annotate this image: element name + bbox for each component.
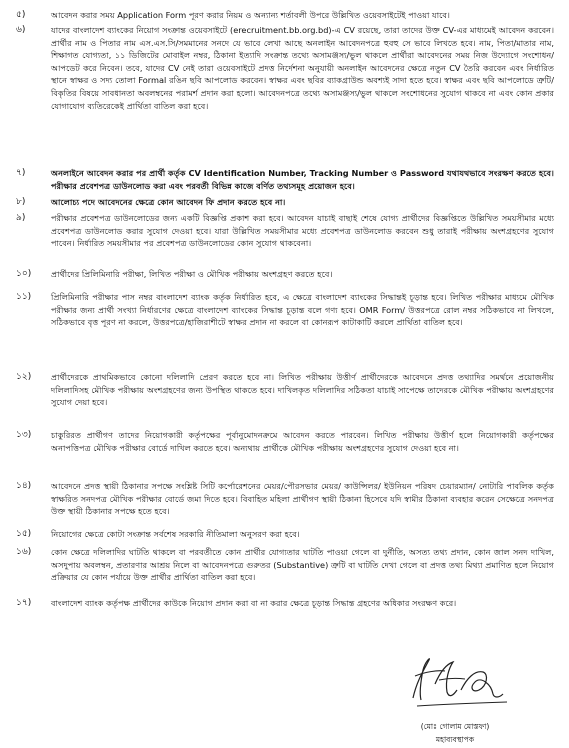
clause-text: নিয়োগের ক্ষেত্রে কোটা সংক্রান্ত সর্বশেষ সরকারি নীতিমালা অনুসরণ করা হবে। <box>51 529 300 539</box>
clause-number: ৯) <box>16 213 26 223</box>
clause-number: ১৩) <box>16 430 32 440</box>
clause-item <box>0 597 569 610</box>
clause-item <box>0 429 569 474</box>
clause-number: ১৪) <box>16 481 32 491</box>
clause-text: প্রার্থীদেরকে প্রাথমিকভাবে কোনো দলিলাদি প্রেরণ করতে হবে না। লিখিত পরীক্ষায় উত্তীর্ণ প্রার্থীদেরকে আবেদনে প্রদত্ত তথ্যাদির সমর্থনে প্রয়োজনীয় দলিলাদিসহ মৌখিক পরীক্ষায় অংশগ্রহণের জন্য উপস্থিত থাকতে হবে। দাখিলকৃত দলিলাদির সঠিকতা যাচাই সাপেক্ষে তাদেরকে মৌখিক পরীক্ষায় অংশগ্রহণের সুযোগ দেয়া হবে। <box>51 372 554 408</box>
clause-item <box>0 528 569 541</box>
clause-number: ১৬) <box>16 547 32 557</box>
clause-text: অনলাইনে আবেদন করার পর প্রার্থী কর্তৃক CV Identification Number, Tracking Number ও Password যথাযথভাবে সংরক্ষণ করতে হবে। পরীক্ষার প্রবেশপত্র ডাউনলোড করা এবং পরবর্তী বিভিন্ন কাজে বর্ণিত তথ্যসমূহ প্রয়োজন হবে। <box>51 168 554 191</box>
clause-number: ১০) <box>16 269 32 279</box>
clause-text: পরীক্ষার প্রবেশপত্র ডাউনলোডের জন্য একটি বিজ্ঞপ্তি প্রকাশ করা হবে। আবেদন যাচাই বাছাই শেষে যোগ্য প্রার্থীদের বিজ্ঞপ্তিতে উল্লিখিত সময়সীমার মধ্যে প্রবেশপত্র ডাউনলোড করার সুযোগ দেওয়া হবে। যারা উল্লিখিত সময়সীমার মধ্যে প্রবেশপত্র ডাউনলোড করবেন শুধু তারাই পরীক্ষায় অংশগ্রহণের সুযোগ পাবেন। নির্ধারিত সময়সীমার পর প্রবেশপত্র ডাউনলোডের কোন সুযোগ থাকবেনা। <box>51 213 554 249</box>
clause-item <box>0 268 569 281</box>
clause-number: ১১) <box>16 292 32 302</box>
clause-text: বাংলাদেশ ব্যাংক কর্তৃপক্ষ প্রার্থীদের কাউকে নিয়োগ প্রদান করা বা না করার ক্ষেত্রে চূড়ান্ত সিদ্ধান্ত গ্রহণের অধিকার সংরক্ষণ করে। <box>51 598 457 608</box>
clause-text: চাকুরিরত প্রার্থীগণ তাদের নিয়োগকারী কর্তৃপক্ষের পূর্বানুমোদনক্রমে আবেদন করতে পারবেন। লিখিত পরীক্ষায় উত্তীর্ণ হলে নিয়োগকারী কর্তৃপক্ষের অনাপত্তিপত্র মৌখিক পরীক্ষার বোর্ডে দাখিল করতে হবে। অন্যথায় প্রার্থীকে মৌখিক পরীক্ষায় অংশগ্রহণের সুযোগ দেওয়া হবে না। <box>51 430 554 453</box>
clause-item <box>0 24 569 164</box>
clause-item <box>0 480 569 525</box>
clause-number: ১৫) <box>16 529 32 539</box>
clause-item <box>0 167 569 194</box>
clause-text: কোন ক্ষেত্রে দলিলাদির ঘাটতি থাকলে বা পরবর্তীতে কোন প্রার্থীর যোগ্যতার ঘাটতি পাওয়া গেলে বা দুর্নীতি, অসত্য তথ্য প্রদান, কোন জাল সনদ দাখিল, অসদুপায় অবলম্বন, প্রতারণার আশ্রয় নিলে বা আবেদনপত্রে গুরুতর (Substantive) ত্রুটি বা ঘাটতি দেখা গেলে বা প্রদত্ত তথ্য মিথ্যা প্রমাণিত হলে নিয়োগ প্রক্রিয়ার যে কোন পর্যায়ে উক্ত প্রার্থীর প্রার্থিতা বাতিল করা হবে। <box>51 547 554 583</box>
clause-text: প্রিলিমিনারি পরীক্ষার পাস নম্বর বাংলাদেশ ব্যাংক কর্তৃক নির্ধারিত হবে, এ ক্ষেত্রে বাংলাদেশ ব্যাংকের সিদ্ধান্তই চূড়ান্ত হবে। লিখিত পরীক্ষার মাধ্যমে মৌখিক পরীক্ষার জন্য প্রার্থী সংখ্যা নির্ধারণের ক্ষেত্রে বাংলাদেশ ব্যাংকের সিদ্ধান্ত চূড়ান্ত বলে গণ্য হবে। OMR Form/ উত্তরপত্রে রোল নম্বর সঠিকভাবে না লিখলে, সঠিকভাবে বৃত্ত পূরণ না করলে, উত্তরপত্রে/হাজিরাশীটে স্বাক্ষর প্রদান না করলে বা কোনরূপ কাটাকাটি করলে প্রার্থিতা বাতিল হবে। <box>51 292 554 328</box>
clause-item <box>0 291 569 355</box>
clause-number: ৮) <box>16 197 26 207</box>
clause-text: আবেদন করার সময় Application Form পূরণ করার নিয়ম ও অন্যান্য শর্তাবলী উপরে উল্লিখিত ওয়েবসাইটেই পাওয়া যাবে। <box>51 10 450 20</box>
clause-number: ৫) <box>16 10 26 20</box>
signatory-title: মহাব্যবস্থাপক <box>435 735 475 744</box>
clause-item <box>0 9 569 22</box>
clause-text: আবেদনে প্রদত্ত স্থায়ী ঠিকানার সপক্ষে সংশ্লিষ্ট সিটি কর্পোরেশনের মেয়র/পৌরসভার মেয়র/ কাউন্সিলর/ ইউনিয়ন পরিষদ চেয়ারম্যান/ নোটারি পাবলিক কর্তৃক স্বাক্ষরিত সনদপত্র মৌখিক পরীক্ষার বোর্ডে জমা দিতে হবে। বিবাহিত মহিলা প্রার্থীগণ স্থায়ী ঠিকানা হিসেবে যদি স্বামীর ঠিকানা ব্যবহার করেন সেক্ষেত্রে সনদপত্র উক্ত স্থায়ী ঠিকানার সপক্ষে হতে হবে। <box>51 481 554 517</box>
clause-item <box>0 371 569 416</box>
clause-text: আলোচ্য পদে আবেদনের ক্ষেত্রে কোন আবেদন ফি প্রদান করতে হবে না। <box>51 197 286 207</box>
signatory-name: (মোঃ গোলাম মোস্তফা) <box>420 722 490 731</box>
clause-item <box>0 212 569 264</box>
clause-item <box>0 546 569 591</box>
clause-number: ৭) <box>16 168 26 178</box>
clause-number: ১৭) <box>16 598 32 608</box>
clause-text: প্রার্থীদের প্রিলিমিনারি পরীক্ষা, লিখিত পরীক্ষা ও মৌখিক পরীক্ষায় অংশগ্রহণ করতে হবে। <box>51 269 333 279</box>
signature-block <box>380 640 530 744</box>
clause-text: যাদের বাংলাদেশ ব্যাংকের নিয়োগ সংক্রান্ত ওয়েবসাইটে (erecruitment.bb.org.bd)-এ CV রয়েছে, তারা তাদের উক্ত CV-এর মাধ্যমেই আবেদন করবেন। প্রার্থীর নাম ও পিতার নাম এস.এস.সি/সমমানের সনদে যে ভাবে লেখা আছে অনলাইন আবেদনপত্রে হুবহু সে ভাবে লিখতে হবে। নাম, পিতা/মাতার নাম, শিক্ষাগত যোগ্যতা, ১১ ডিজিটের মোবাইল নম্বর, ঠিকানা ইত্যাদি সংক্রান্ত তথ্যে অসামঞ্জস্য/ভুল থাকলে প্রার্থীরা আবেদনের সময় নিজ উদ্যোগে সংশোধন/আপডেট করে নিবেন। তবে, যাদের CV নেই তারা ওয়েবসাইটে প্রদত্ত নির্দেশনা অনুযায়ী অনলাইন আবেদনের ক্ষেত্রে নতুন CV তৈরি করবেন এবং নির্ধারিত স্থানে স্বাক্ষর ও সদ্য তোলা Formal রঙিন ছবি আপলোড করবেন। স্বাক্ষর এবং ছবির ব্যাকগ্রাউন্ড অবশ্যই সাদা হতে হবে। স্বাক্ষর এবং ছবি আপলোডে ত্রুটি/বিকৃতির বিষয়ে সাবধানতা অবলম্বনের পরামর্শ প্রদান করা হলো। আবেদনপত্রে তথ্যে অসামঞ্জস্য/ভুল থাকলে সংশোধনের সুযোগ থাকবে না এবং কোন প্রকার যোগাযোগ ব্যতিরেকেই প্রার্থিতা বাতিল করা হবে। <box>51 25 554 111</box>
clause-number: ৬) <box>16 25 26 35</box>
handwritten-signature <box>395 640 515 720</box>
clause-number: ১২) <box>16 372 32 382</box>
clause-item <box>0 196 569 209</box>
